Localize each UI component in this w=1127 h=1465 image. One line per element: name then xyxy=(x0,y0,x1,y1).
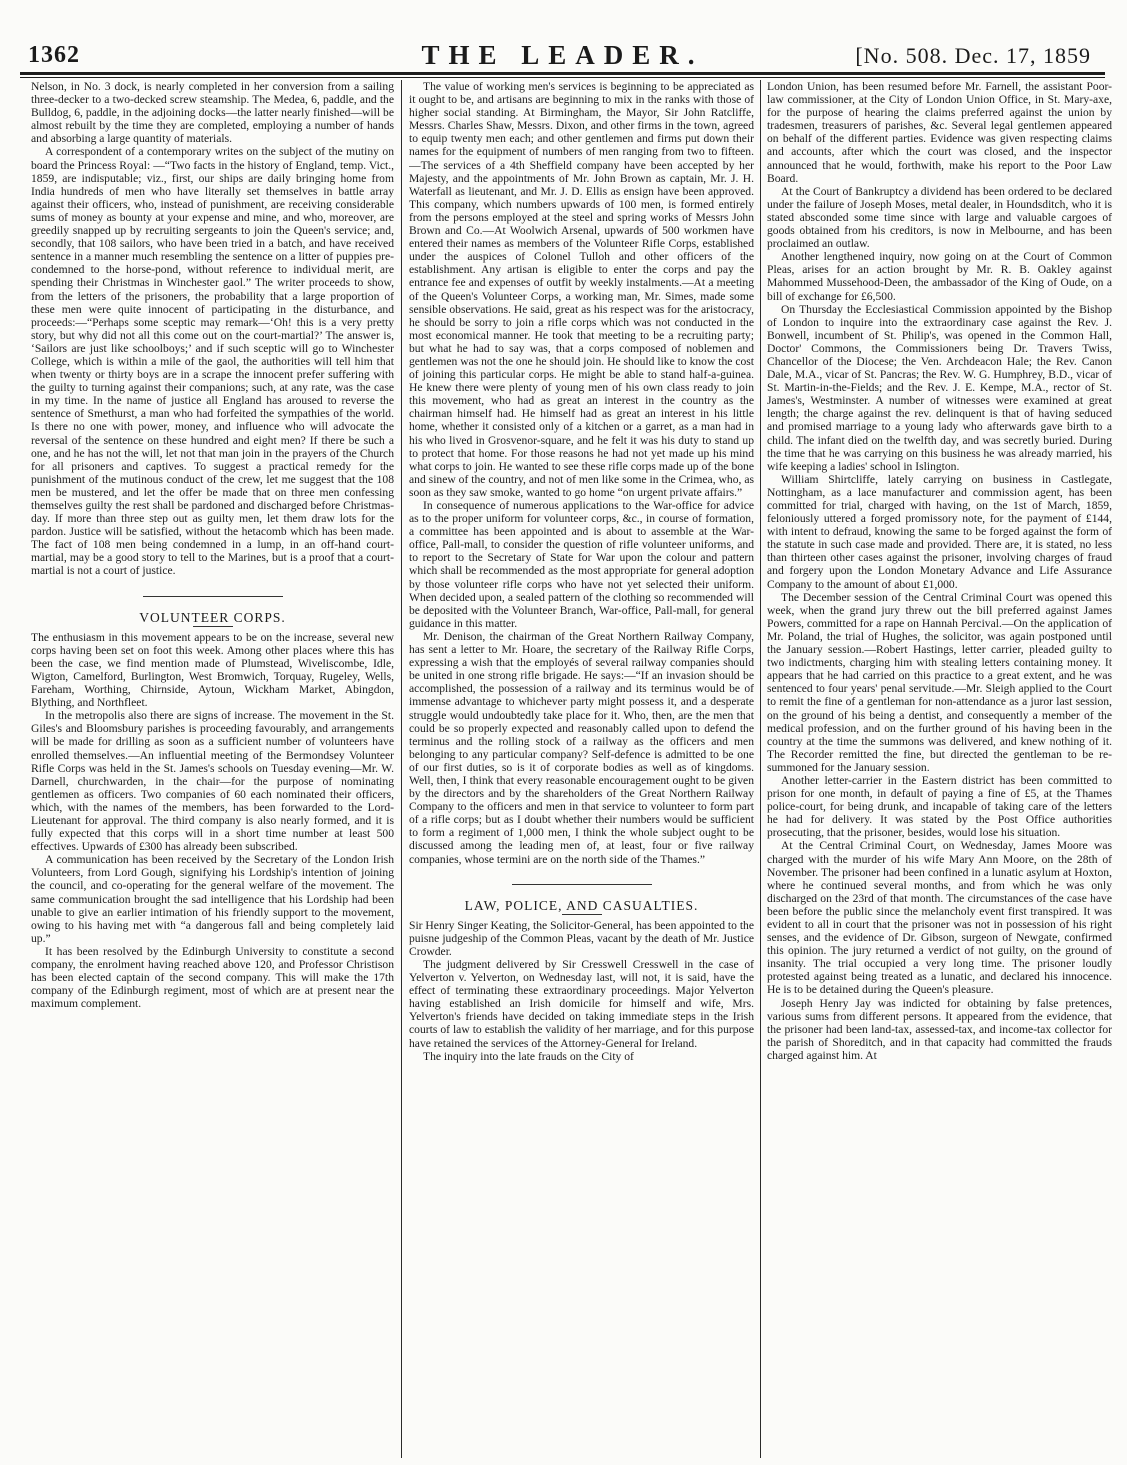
article-paragraph: A correspondent of a contemporary writes on the subject of the mutiny on board the Princess Royal: —“Two facts in the history of England, temp. Vict., 1859, are indisputable; viz., first, our ships are daily bringing home from India hundreds of men who have literally set themselves in battle array against their officers, who, instead of punishment, are receiving considerable sums of money as bounty at your expense and mine, and who, moreover, are greedily snapped up by recruiting sergeants to join the Queen's service; and, secondly, that 108 sailors, who have been tried in a batch, and have received sentence in a manner much resembling the sentence on a litter of puppies pre-condemned to the horse-pond, without reference to individual merit, are spending their Christmas in Winchester gaol.” The writer proceeds to show, from the letters of the prisoners, the probability that a large proportion of these men were quite innocent of participating in the disturbance, and proceeds:—“Perhaps some sceptic may remark—‘Oh! this is a very pretty story, but why did not all this come out on the court-martial?’ The answer is, ‘Sailors are just like schoolboys;’ and if such sceptic will go to Winchester College, which is within a mile of the gaol, the authorities will tell him that when twenty or thirty boys are in a scrape the innocent prefer suffering with the guilty to turning against their companions; such, at any rate, was the case in my time. In the name of justice all England has aroused to reverse the sentence of Smethurst, a man who had forfeited the sympathies of the world. Is there no one with power, money, and influence who will advocate the reversal of the sentence on these hundred and eight men? If there be such a one, and he has not the will, let not that man join in the prayers of the Church for all prisoners and captives. To suggest a practical remedy for the punishment of the mutinous conduct of the crew, let me suggest that the 108 men be mustered, and let the offer be made that on three men confessing themselves guilty the rest shall be pardoned and discharged before Christmas-day. If more than three step out as guilty men, let them draw lots for the pardon. Justice will be satisfied, without the hetacomb which has been made. The fact of 108 men being condemned in a lump, in an off-hand court-martial, may be a good story to tell to the Marines, but is a proof that a court-martial is not a court of justice. xyxy=(31,145,394,578)
page-number: 1362 xyxy=(28,42,80,68)
masthead-rule-thin xyxy=(20,77,1105,78)
section-rule xyxy=(143,596,283,597)
article-paragraph: It has been resolved by the Edinburgh University to constitute a second company, the enrolment having reached above 120, and Professor Christison has been elected captain of the second company. This will make the 17th company of the Edinburgh regiment, most of which are at present near the maximum complement. xyxy=(31,944,394,1011)
column-2 xyxy=(409,80,754,1458)
article-paragraph: Mr. Denison, the chairman of the Great Northern Railway Company, has sent a letter to Mr. Hoare, the secretary of the Railway Rifle Corps, expressing a wish that the employés of several railway companies should be united in one strong rifle brigade. He says:—“If an invasion should be accomplished, the possession of a railway and its terminus would be of immense advantage to whichever party might possess it, and a desperate struggle would undoubtedly take place for it. Who, then, are the men that could be so properly expected and reasonably called upon to defend the terminus and the rolling stock of a railway as the officers and men belonging to any particular company? Self-defence is admitted to be one of our first duties, so is it of corporate bodies as well as of kingdoms. Well, then, I think that every reasonable encouragement ought to be given by the directors and by the shareholders of the Great Northern Railway Company to the officers and men in that service to volunteer to form part of a rifle corps; but as I doubt whether their numbers would be sufficient to form a regiment of 1,000 men, I think the whole subject ought to be discussed among the leading men of, at least, four or five railway companies, whose termini are on the north side of the Thames.” xyxy=(409,629,754,866)
article-paragraph: In the metropolis also there are signs of increase. The movement in the St. Giles's and Bloomsbury parishes is proceeding favourably, and arrangements will be made for drilling as soon as a sufficient number of volunteers have enrolled themselves.—An influential meeting of the Bermondsey Volunteer Rifle Corps was held in the St. James's schools on Tuesday evening—Mr. W. Darnell, churchwarden, in the chair—for the purpose of nominating gentlemen as officers. Two companies of 60 each nominated their officers, which, with the names of the members, has been forwarded to the Lord-Lieutenant for approval. The third company is also nearly formed, and it is fully expected that this corps will in a short time number at least 500 effectives. Upwards of £300 has already been subscribed. xyxy=(31,709,394,854)
article-paragraph: At the Central Criminal Court, on Wednesday, James Moore was charged with the murder of his wife Mary Ann Moore, on the 28th of November. The prisoner had been confined in a lunatic asylum at Hoxton, where he continued several months, and from which he was only discharged on the 23rd of that month. The circumstances of the case have been before the public since the melancholy event first transpired. It was evident to all in court that the prisoner was not in possession of his right senses, and the evidence of Dr. Gibson, surgeon of Newgate, confirmed this opinion. The jury returned a verdict of not guilty, on the ground of insanity. The trial occupied a very long time. The prisoner loudly protested against being treated as a lunatic, and declared his innocence. He is to be detained during the Queen's pleasure. xyxy=(767,839,1112,997)
issue-date: [No. 508. Dec. 17, 1859 xyxy=(855,43,1091,68)
article-paragraph: Joseph Henry Jay was indicted for obtaining by false pretences, various sums from different persons. It appeared from the evidence, that the prisoner had been land-tax, assessed-tax, and income-tax collector for the parish of Shoreditch, and in that capacity had committed the frauds charged against him. At xyxy=(767,996,1112,1062)
article-paragraph: Nelson, in No. 3 dock, is nearly completed in her conversion from a sailing three-decker to a two-decked screw steamship. The Medea, 6, paddle, and the Bulldog, 6, paddle, in the adjoining docks—the latter nearly finished—will be almost rebuilt by the time they are completed, employing a number of hands and absorbing a large quantity of materials. xyxy=(31,80,394,146)
article-paragraph: The enthusiasm in this movement appears to be on the increase, several new corps having been set on foot this week. Among other places where this has been the case, we find mention made of Plumstead, Wiveliscombe, Idle, Wigton, Camelford, Burlington, West Bromwich, Torquay, Rugeley, Wells, Fareham, Worthing, Chirnside, Aytoun, Wickham Market, Abingdon, Blything, and Northfleet. xyxy=(31,630,394,710)
column-divider xyxy=(401,80,402,1458)
article-paragraph: A communication has been received by the Secretary of the London Irish Volunteers, from Lord Gough, signifying his Lordship's intention of joining the council, and co-operating for the general welfare of the movement. The same communication brought the sad intelligence that his Lordship had been unable to give an earlier intimation of his friendly support to the movement, owing to his having met with “a dangerous fall and being completely laid up.” xyxy=(31,853,394,945)
article-paragraph: In consequence of numerous applications to the War-office for advice as to the proper uniform for volunteer corps, &c., in course of formation, a committee has been appointed and is about to assemble at the War-office, Pall-mall, to consider the question of rifle volunteer uniforms, and to report to the Secretary of State for War upon the colour and pattern which shall be recommended as the most appropriate for general adoption by those volunteer rifle corps who have not yet selected their uniform. When decided upon, a sealed pattern of the clothing so recommended will be deposited with the Volunteer Branch, War-office, Pall-mall, for general guidance in this matter. xyxy=(409,499,754,630)
heading-rule xyxy=(193,626,233,627)
article-paragraph: Another lengthened inquiry, now going on at the Court of Common Pleas, arises for an action brought by Mr. R. B. Oakley against Mahommed Mussehood-Deen, the ambassador of the King of Oude, on a bill of exchange for £6,500. xyxy=(767,250,1112,303)
article-paragraph: The December session of the Central Criminal Court was opened this week, when the grand jury threw out the bill preferred against James Powers, committed for a rape on Hannah Percival.—On the application of Mr. Poland, the trial of Hughes, the solicitor, was again postponed until the January session.—Robert Hastings, letter carrier, pleaded guilty to two indictments, charging him with stealing letters containing money. It appears that he had carried on this practice to a great extent, and he was sentenced to four years' penal servitude.—Mr. Sleigh applied to the Court to remit the fine of a gentleman for non-attendance as a juror last session, on the ground of his being a dentist, and consequently a member of the medical profession, and on the further ground of his having been in the country at the time the summons was delivered, and knew nothing of it. The Recorder remitted the fine, but directed the gentleman to be re-summoned for the January session. xyxy=(767,590,1112,774)
section-rule xyxy=(512,884,652,885)
masthead xyxy=(20,38,1105,74)
article-paragraph: On Thursday the Ecclesiastical Commission appointed by the Bishop of London to inquire into the extraordinary case against the Rev. J. Bonwell, incumbent of St. Philip's, was opened in the Common Hall, Doctor' Commons, the Commissioners being Dr. Travers Twiss, Chancellor of the Diocese; the Ven. Archdeacon Hale; the Rev. Canon Dale, M.A., vicar of St. Pancras; the Rev. W. G. Humphrey, B.D., vicar of St. Martin-in-the-Fields; and the Rev. J. E. Kempe, M.A., rector of St. James's, Westminster. A number of witnesses were examined at great length; the charge against the rev. delinquent is that of having seduced and promised marriage to a young lady who afterwards gave birth to a child. The infant died on the twelfth day, and was secretly buried. During the time that he was carrying on this business he was already married, his wife keeping a ladies' school in Islington. xyxy=(767,302,1112,473)
article-paragraph: At the Court of Bankruptcy a dividend has been ordered to be declared under the failure of Joseph Moses, metal dealer, in Houndsditch, who it is stated absconded some time since with large and valuable cargoes of goods obtained from his creditors, is now in Melbourne, and has been proclaimed an outlaw. xyxy=(767,184,1112,251)
article-paragraph: The judgment delivered by Sir Cresswell Cresswell in the case of Yelverton v. Yelverton, on Wednesday last, will not, it is said, have the effect of terminating these extraordinary proceedings. Major Yelverton having established an Irish domicile for himself and wife, Mrs. Yelverton's friends have decided on taking immediate steps in the Irish courts of law to establish the validity of her marriage, and for this purpose have retained the services of the Attorney-General for Ireland. xyxy=(409,958,754,1050)
column-1 xyxy=(31,80,394,1458)
article-paragraph: Sir Henry Singer Keating, the Solicitor-General, has been appointed to the puisne judgeship of the Common Pleas, vacant by the death of Mr. Justice Crowder. xyxy=(409,918,754,958)
article-paragraph: The inquiry into the late frauds on the City of xyxy=(423,1049,634,1063)
column-divider xyxy=(760,80,761,1458)
article-paragraph: Another letter-carrier in the Eastern district has been committed to prison for one month, in default of paying a fine of £5, at the Thames police-court, for being drunk, and incapable of taking care of the letters he had for delivery. It was stated by the Post Office authorities prosecuting, that the prisoner, besides, would lose his situation. xyxy=(767,773,1112,840)
article-paragraph: London Union, has been resumed before Mr. Farnell, the assistant Poor-law commissioner, at the City of London Union Office, in St. Mary-axe, for the purpose of hearing the claims preferred against the union by tradesmen, treasurers of parishes, &c. Several legal gentlemen appeared on behalf of the different parties. Evidence was given respecting claims and accounts, after which the court was closed, and the inspector announced that he would, forthwith, make his report to the Poor Law Board. xyxy=(767,80,1112,185)
section-heading-volunteer-corps: VOLUNTEER CORPS. xyxy=(139,609,286,625)
newspaper-title: THE LEADER. xyxy=(421,40,704,70)
masthead-rule xyxy=(20,72,1105,75)
article-paragraph: William Shirtcliffe, lately carrying on business in Castlegate, Nottingham, as a lace manufacturer and commission agent, has been committed for trial, charged with having, on the 1st of March, 1859, feloniously uttered a forged promissory note, for the payment of £144, with intent to defraud, knowing the same to be forged against the form of the statute in such case made and provided. There are, it is stated, no less than thirteen other cases against the prisoner, involving charges of fraud and forgery upon the London Monetary Advance and Life Assurance Company to the amount of about £1,000. xyxy=(767,472,1112,591)
column-3 xyxy=(767,80,1112,1458)
heading-rule xyxy=(562,914,602,915)
section-heading-law-police: LAW, POLICE, AND CASUALTIES. xyxy=(464,897,699,913)
article-paragraph: The value of working men's services is beginning to be appreciated as it ought to be, and artisans are beginning to mix in the ranks with those of higher social standing. At Birmingham, the Mayor, Sir John Ratcliffe, Messrs. Charles Shaw, Messrs. Dixon, and other firms in the town, agreed to equip twenty men each; and other gentlemen and firms put down their names for the equipment of numbers of men ranging from two to fifteen.—The services of a 4th Sheffield company have been accepted by her Majesty, and the appointments of Mr. John Brown as captain, Mr. J. H. Waterfall as lieutenant, and Mr. J. D. Ellis as ensign have been approved. This company, which numbers upwards of 100 men, is formed entirely from the persons employed at the steel and spring works of Messrs John Brown and Co.—At Woolwich Arsenal, upwards of 500 workmen have entered their names as members of the Volunteer Rifle Corps, established under the auspices of Colonel Tulloh and other officers of the establishment. Any artisan is eligible to enter the corps and pay the entrance fee and expenses of outfit by weekly instalments.—At a meeting of the Queen's Volunteer Corps, a working man, Mr. Simes, made some sensible observations. He said, great as his respect was for the aristocracy, he should be sorry to join a rifle corps which was not conducted in the most economical manner. He took that meeting to be a recruiting party; but what he had to say was, that a corps composed of noblemen and gentlemen was not the one he should join. He should like to know the cost of joining this particular corps. He might be able to stand half-a-guinea. He knew there were plenty of young men of his own class ready to join this movement, who had as great an interest in the country as the chairman himself had. He himself had as great an interest in his little home, whether it consisted only of a kitchen or a garret, as a man had in his who lived in Grosvenor-square, and he felt it was his duty to stand up to protect that home. For those reasons he had not yet made up his mind what corps to join. He wanted to see these rifle corps made up of the bone and sinew of the country, and not of men like some in the Crimea, who, as soon as they saw smoke, wanted to go home “on urgent private affairs.” xyxy=(409,80,754,499)
